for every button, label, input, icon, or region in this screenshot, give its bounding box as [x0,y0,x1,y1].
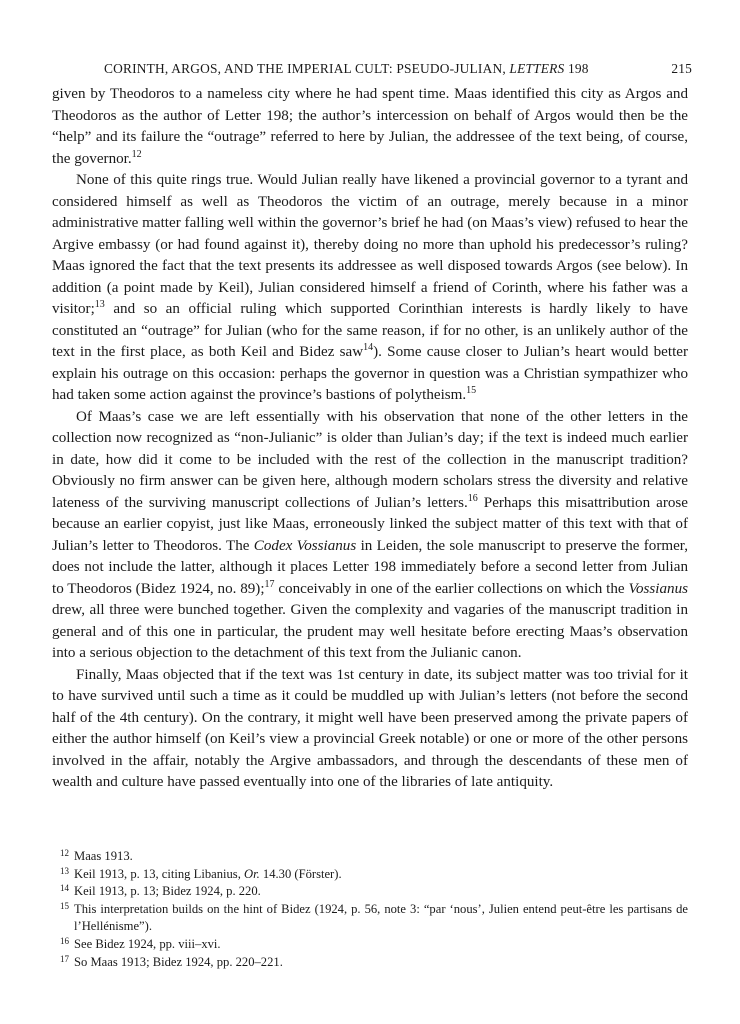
footnote-ref-13[interactable]: 13 [94,299,105,310]
footnote-14: 14 Keil 1913, p. 13; Bidez 1924, p. 220. [60,883,261,899]
italic-codex-vossianus: Codex Vossianus [253,537,357,554]
footnote-ref-16[interactable]: 16 [467,492,478,504]
footnote-ref-12[interactable]: 12 [131,148,142,160]
italic-vossianus: Vossianus [628,580,688,597]
footnote-ref-14[interactable]: 14 [363,342,374,353]
paragraph-2: None of this quite rings true. Would Julian really have likened a provincial governor to a tyrant and considered himself as well as Theodoros the victim of an outrage, merely because in a minor administrative matter falling well within the governor’s brief he had (on Maas’s view) refused to hear the Argive embassy (or had found against it), thereby doing no more than uphold his predecessor’s ruling? Maas ignored the fact that the text presents its addressee as well disposed towards Argos (see below). In addition (a point made by Keil), Julian considered himself a friend of Corinth, where his father was a visitor;$^{13}$ and so an official ruling which supported Corinthian interests is hardly likely to have constituted an “outrage” for Julian (who for the same reason, if for no other, is an unlikely author of the text in the first place, as both Keil and Bidez saw$^{14}$). Some cause closer to Julian’s heart would better explain his outrage on this occasion: perhaps the governor in question was a Christian sympathizer who had taken some action against the province’s bastions of polytheism.$^{15}$ [52,172,688,403]
footnotes [52,848,688,971]
footnote-16: 16 See Bidez 1924, pp. viii–xvi. [60,935,221,951]
running-head [104,60,692,78]
footnote-13: 13 Keil 1913, p. 13, citing Libanius, Or. 14.30 (Förster). [60,865,342,881]
main-text [52,84,688,794]
footnote-ref-15[interactable]: 15 [466,385,477,396]
footnote-ref-17[interactable]: 17 [264,578,275,590]
running-title: CORINTH, ARGOS, AND THE IMPERIAL CULT: PSEUDO-JULIAN, LETTERS 198 [104,61,589,76]
footnote-15: 15 This interpretation builds on the hint of Bidez (1924, p. 56, note 3: “par ‘nous’, Julien entend peut-être les partisans de l’Hellénisme”). [60,900,688,934]
page-number: 215 [671,61,692,76]
paragraph-1: given by Theodoros to a nameless city where he had spent time. Maas identified this city as Argos and Theodoros as the author of Letter 198; the author’s intercession on behalf of Argos would then be the “help” and its failure the “outrage” referred to here by Julian, the addressee of the text being, of course, the governor.$^{12}$ [52,86,688,167]
footnote-12: 12 Maas 1913. [60,848,133,863]
footnote-17: 17 So Maas 1913; Bidez 1924, pp. 220–221. [60,953,283,969]
paragraph-4: Finally, Maas objected that if the text was 1st century in date, its subject matter was too trivial for it to have survived until such a time as it could be muddled up with Julian’s letters (not before the second half of the 4th century). On the contrary, it might well have been preserved among the private papers of either the author himself (on Keil’s view a provincial Greek notable) or one or more of the other persons involved in the affair, notably the Argive ambassadors, and through the descendants of these men of wealth and culture have passed eventually into one of the libraries of late antiquity. [52,666,688,790]
paragraph-3: Of Maas’s case we are left essentially with his observation that none of the other letters in the collection now recognized as “non-Julianic” is older than Julian’s day; if the text is indeed much earlier in date, how did it come to be included with the rest of the collection in the manuscript tradition? Obviously no firm answer can be given here, although modern scholars stress the diversity and relative lateness of the surviving manuscript collections of Julian’s letters.$^{16}$ Perhaps this misattribution arose because an earlier copyist, just like Maas, erroneously linked the subject matter of this text with that of Julian’s letter to Theodoros. The Codex Vossianus in Leiden, the sole manuscript to preserve the former, does not include the latter, although it places Letter 198 immediately before a second letter from Julian to Theodoros (Bidez 1924, no. 89);$^{17}$ conceivably in one of the earlier collections on which the Vossianus drew, all three were bunched together. Given the complexity and vagaries of the manuscript tradition in general and of this one in particular, the prudent may well hesitate before erecting Maas’s observation into a serious objection to the detachment of this text from the Julianic canon. [52,408,689,661]
